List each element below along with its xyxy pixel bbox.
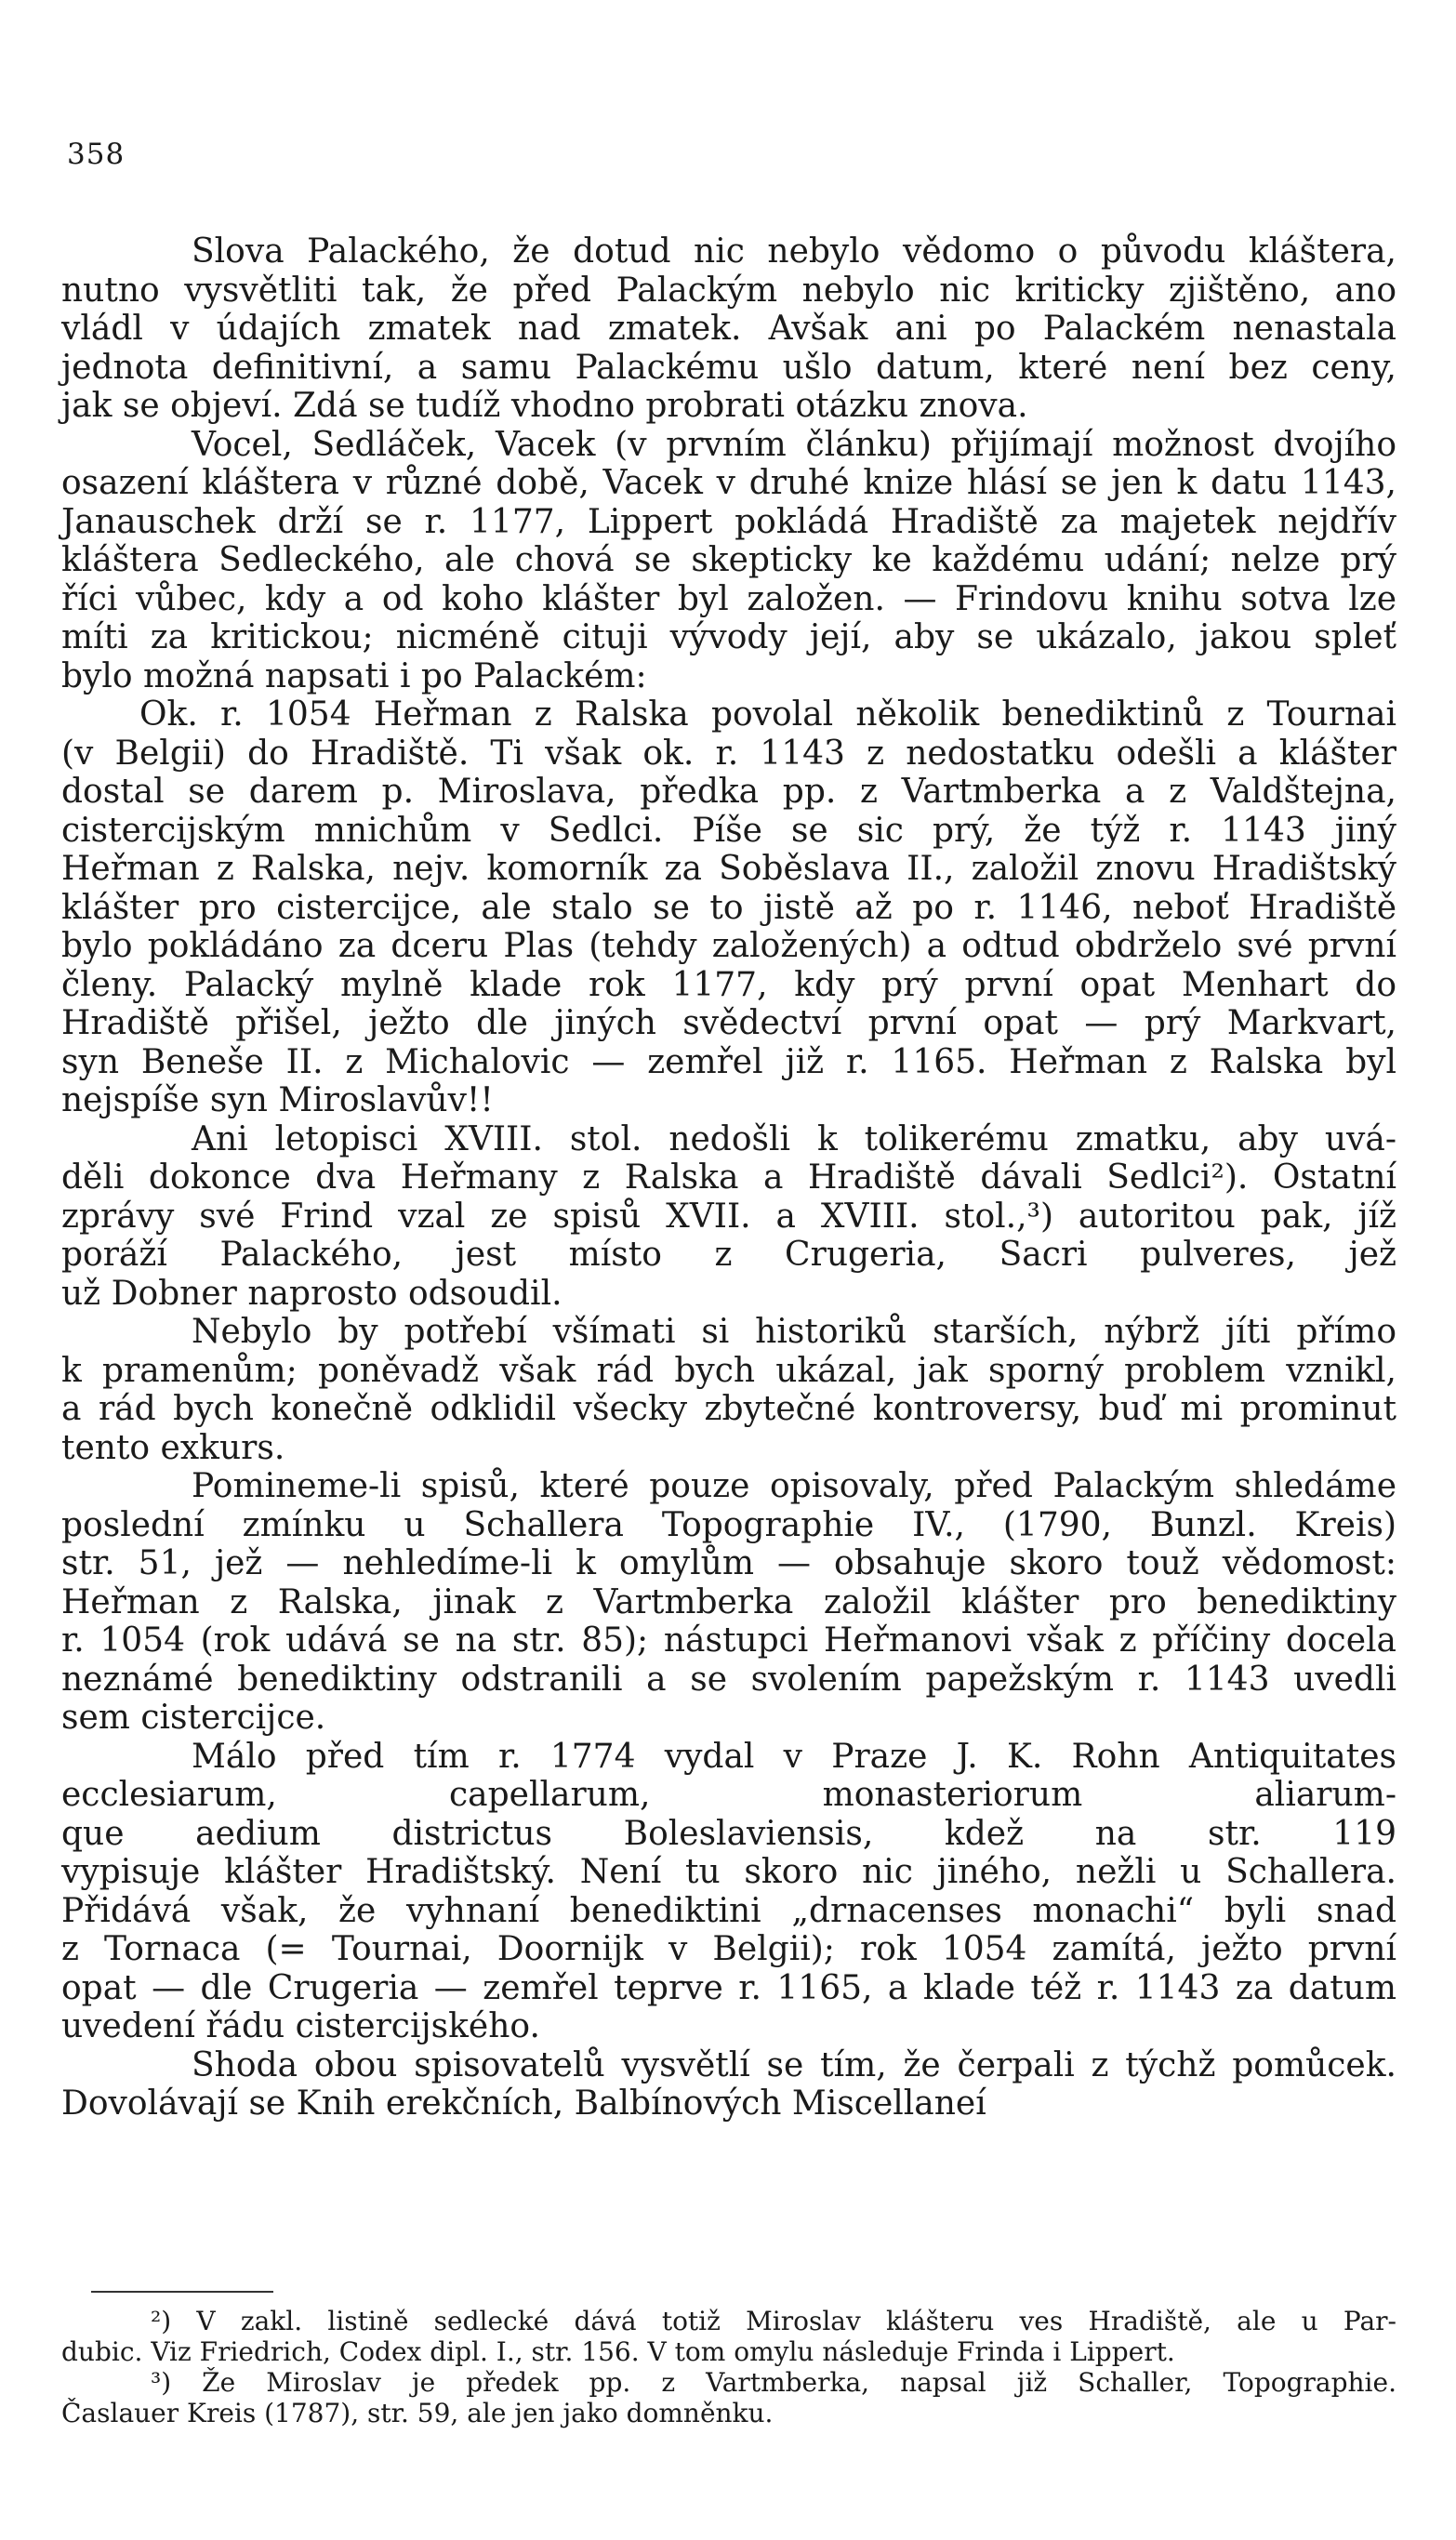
text-line: nutno vysvětliti tak, že před Palackým nebylo nic kriticky zjištěno, ano — [61, 271, 1396, 310]
text-line: už Dobner naprosto odsoudil. — [61, 1274, 563, 1313]
text-line: kláštera Sedleckého, ale chová se skepticky ke každému udání; nelze prý — [61, 541, 1396, 579]
text-line: bylo možná napsati i po Palackém: — [61, 656, 647, 695]
text-line: poslední zmínku u Schallera Topographie IV., (1790, Bunzl. Kreis) — [61, 1505, 1396, 1544]
page-number: 358 — [67, 138, 126, 171]
text-line: dostal se darem p. Miroslava, předka pp. z Vartmberka a z Valdštejna, — [61, 773, 1396, 811]
text-line: cistercijským mnichům v Sedlci. Píše se sic prý, že týž r. 1143 jiný — [61, 811, 1396, 850]
text-line: sem cistercijce. — [61, 1699, 326, 1737]
text-line: Málo před tím r. 1774 vydal v Praze J. K. Rohn Antiquitates — [192, 1737, 1396, 1776]
text-line: děli dokonce dva Heřmany z Ralska a Hradiště dávali Sedlci²). Ostatní — [61, 1158, 1396, 1197]
text-line: opat — dle Crugeria — zemřel teprve r. 1165, a klade též r. 1143 za datum — [61, 1968, 1396, 2007]
text-line: míti za kritickou; nicméně cituji vývody její, aby se ukázalo, jakou spleť — [61, 618, 1396, 656]
text-line: uvedení řádu cistercijského. — [61, 2007, 540, 2045]
main-text — [61, 232, 1396, 2123]
text-line: ecclesiarum, capellarum, monasteriorum aliarum- — [61, 1776, 1396, 1814]
text-line: Janauschek drží se r. 1177, Lippert pokládá Hradiště za majetek nejdřív — [61, 502, 1396, 541]
text-line: Slova Palackého, že dotud nic nebylo vědomo o původu kláštera, — [192, 232, 1396, 271]
text-line: jednota definitivní, a samu Palackému ušlo datum, které není bez ceny, — [61, 348, 1396, 387]
text-line: Přidává však, že vyhnaní benediktini „drnacenses monachi“ byli snad — [61, 1891, 1396, 1930]
text-line: bylo pokládáno za dceru Plas (tehdy založených) a odtud obdrželo své první — [61, 927, 1396, 965]
text-line: k pramenům; poněvadž však rád bych ukázal, jak sporný problem vznikl, — [61, 1351, 1396, 1390]
text-line: klášter pro cistercijce, ale stalo se to jistě až po r. 1146, neboť Hradiště — [61, 888, 1396, 927]
footnote-line: ²) V zakl. listině sedlecké dává totiž Miroslav klášteru ves Hradiště, ale u Par- — [151, 2306, 1396, 2336]
footnote-line: dubic. Viz Friedrich, Codex dipl. I., str. 156. V tom omylu následuje Frinda i Lippert. — [61, 2336, 1175, 2367]
text-line: jak se objeví. Zdá se tudíž vhodno probrati otázku znova. — [61, 387, 1028, 425]
text-line: nejspíše syn Miroslavův!! — [61, 1081, 494, 1119]
text-line: Ok. r. 1054 Heřman z Ralska povolal několik benediktinů z Tournai — [139, 695, 1396, 734]
text-line: členy. Palacký mylně klade rok 1177, kdy prý první opat Menhart do — [61, 965, 1396, 1004]
text-line: Pomineme-li spisů, které pouze opisovaly, před Palackým shledáme — [192, 1467, 1396, 1505]
footnotes — [61, 2306, 1396, 2428]
text-line: z Tornaca (= Tournai, Doornijk v Belgii); rok 1054 zamítá, ježto první — [61, 1930, 1396, 1968]
text-line: str. 51, jež — nehledíme-li k omylům — obsahuje skoro touž vědomost: — [61, 1544, 1396, 1582]
text-line: vládl v údajích zmatek nad zmatek. Avšak ani po Palackém nenastala — [61, 310, 1396, 348]
text-line: syn Beneše II. z Michalovic — zemřel již r. 1165. Heřman z Ralska byl — [61, 1042, 1396, 1081]
footnote-divider — [91, 2291, 273, 2293]
text-line: neznámé benediktiny odstranili a se svolením papežským r. 1143 uvedli — [61, 1660, 1396, 1699]
text-line: r. 1054 (rok udává se na str. 85); nástupci Heřmanovi však z příčiny docela — [61, 1621, 1396, 1660]
text-line: Heřman z Ralska, jinak z Vartmberka založil klášter pro benediktiny — [61, 1582, 1396, 1621]
text-line: říci vůbec, kdy a od koho klášter byl založen. — Frindovu knihu sotva lze — [61, 579, 1396, 618]
text-line: osazení kláštera v různé době, Vacek v druhé knize hlásí se jen k datu 1143, — [61, 464, 1396, 502]
text-line: (v Belgii) do Hradiště. Ti však ok. r. 1143 z nedostatku odešli a klášter — [61, 734, 1396, 773]
text-line: zprávy své Frind vzal ze spisů XVII. a XVIII. stol.,³) autoritou pak, jíž — [61, 1197, 1396, 1236]
text-line: vypisuje klášter Hradištský. Není tu skoro nic jiného, nežli u Schallera. — [61, 1853, 1396, 1891]
footnote-line: ³) Že Miroslav je předek pp. z Vartmberka, napsal již Schaller, Topographie. — [151, 2367, 1396, 2398]
text-line: Dovolávají se Knih erekčních, Balbínových Miscellaneí — [61, 2084, 986, 2123]
text-line: que aedium districtus Boleslaviensis, kdež na str. 119 — [61, 1814, 1396, 1853]
text-line: Shoda obou spisovatelů vysvětlí se tím, že čerpali z týchž pomůcek. — [192, 2045, 1396, 2084]
text-line: Hradiště přišel, ježto dle jiných svědectví první opat — prý Markvart, — [61, 1004, 1396, 1042]
text-line: a rád bych konečně odklidil všecky zbytečné kontroversy, buď mi prominut — [61, 1390, 1396, 1428]
text-line: poráží Palackého, jest místo z Crugeria, Sacri pulveres, jež — [61, 1236, 1396, 1274]
text-line: tento exkurs. — [61, 1428, 285, 1467]
footnote-line: Časlauer Kreis (1787), str. 59, ale jen jako domněnku. — [61, 2398, 774, 2428]
text-line: Ani letopisci XVIII. stol. nedošli k tolikerému zmatku, aby uvá- — [192, 1119, 1396, 1158]
text-line: Vocel, Sedláček, Vacek (v prvním článku) přijímají možnost dvojího — [192, 425, 1396, 464]
text-line: Heřman z Ralska, nejv. komorník za Soběslava II., založil znovu Hradištský — [61, 850, 1396, 888]
text-line: Nebylo by potřebí všímati si historiků starších, nýbrž jíti přímo — [192, 1313, 1396, 1351]
